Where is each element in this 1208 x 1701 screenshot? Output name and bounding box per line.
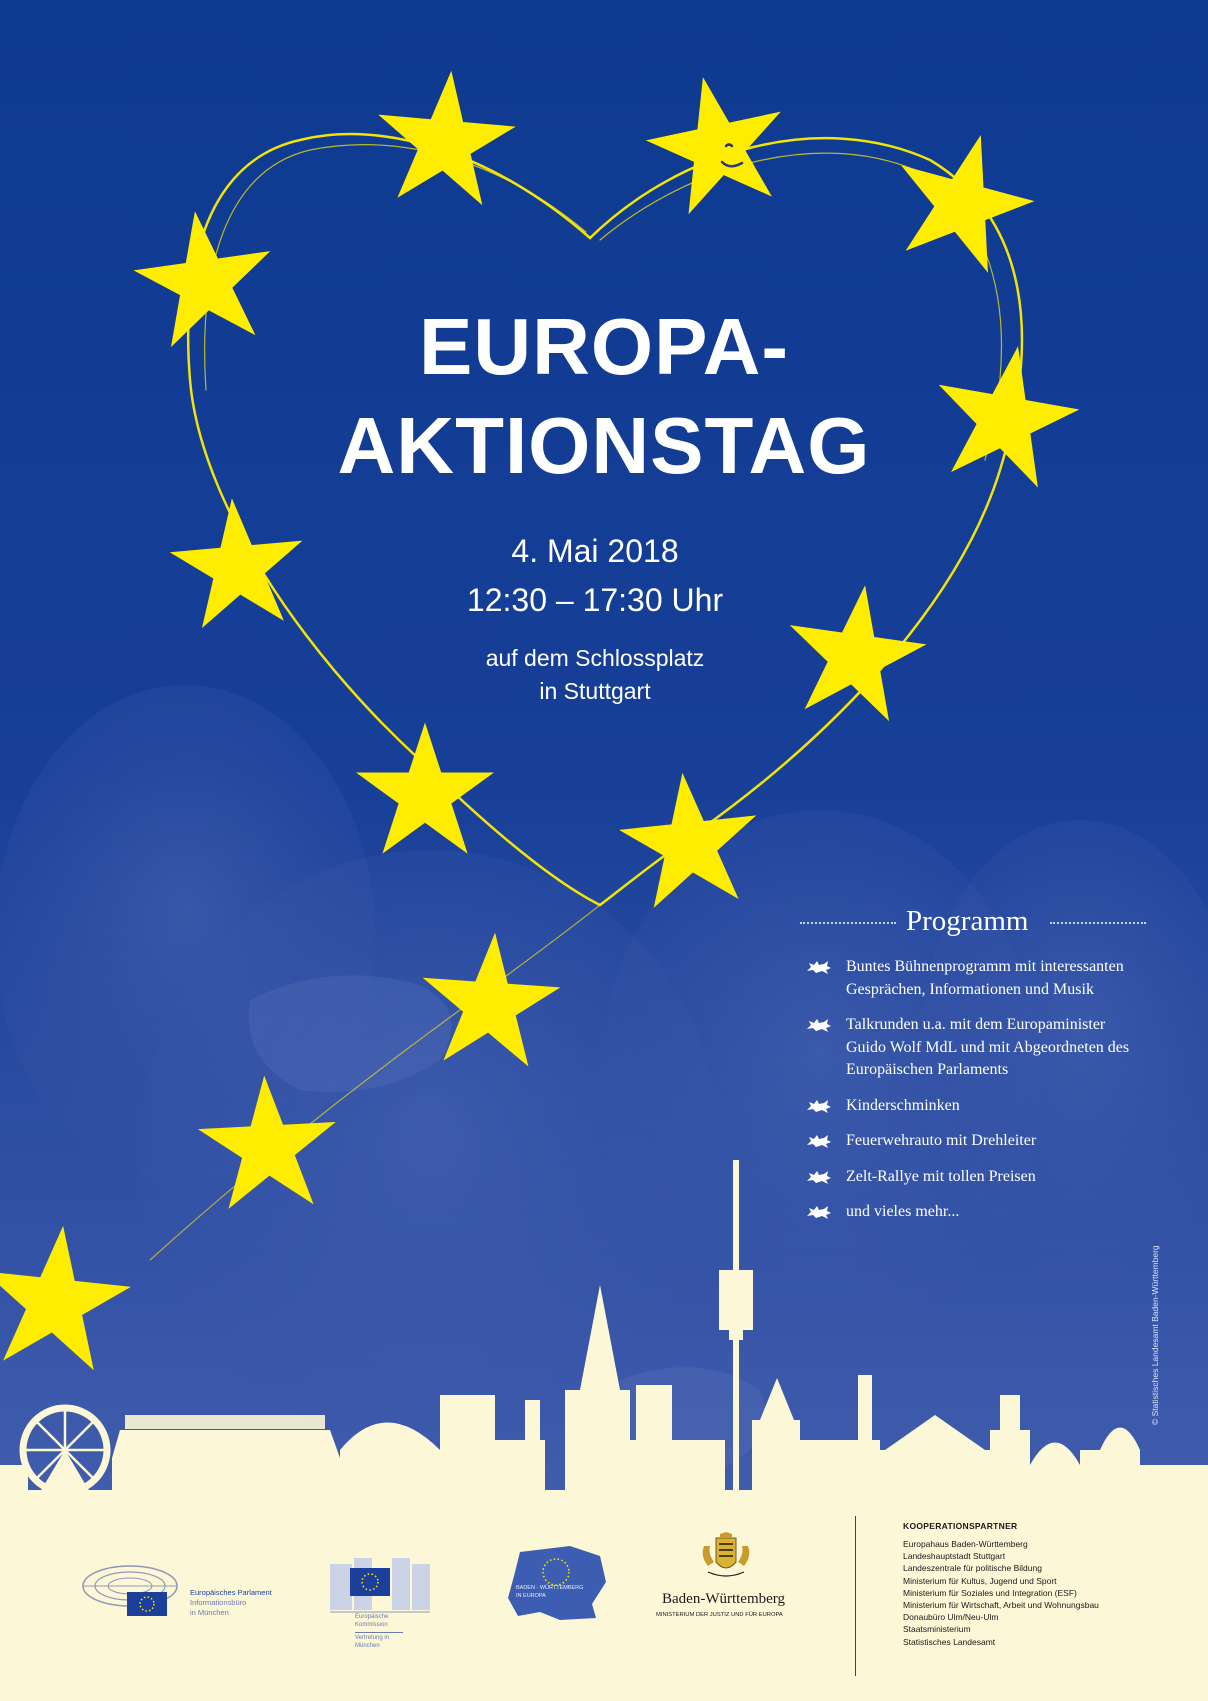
ep-line-1: Europäisches Parlament xyxy=(190,1588,272,1597)
partner-divider xyxy=(855,1516,856,1676)
ec-line-2: Kommission xyxy=(355,1622,388,1628)
title-line-2: AKTIONSTAG xyxy=(337,401,871,490)
programm-item xyxy=(806,1166,1146,1189)
bw-in-europa-logo xyxy=(500,1542,610,1622)
programm-item xyxy=(806,1130,1146,1153)
programm-divider-left xyxy=(800,922,896,924)
partner-item: Ministerium für Wirtschaft, Arbeit und Wohnungsbau xyxy=(903,1600,1099,1611)
title-line-1: EUROPA- xyxy=(419,302,789,391)
event-time: 12:30 – 17:30 Uhr xyxy=(466,582,724,618)
programm-item xyxy=(806,1095,1146,1118)
partner-item: Europahaus Baden-Württemberg xyxy=(903,1539,1028,1549)
lion-icon xyxy=(806,1133,832,1149)
photo-credit: © Statistisches Landesamt Baden-Württemberg xyxy=(1150,1245,1160,1425)
programm-list xyxy=(806,956,1146,1237)
lion-icon xyxy=(806,1169,832,1185)
bwe-line-1: BADEN - WÜRTTEMBERG xyxy=(516,1585,584,1591)
european-parliament-logo xyxy=(80,1562,180,1618)
partner-item: Landeszentrale für politische Bildung xyxy=(903,1563,1042,1574)
programm-heading: Programm xyxy=(906,905,1029,937)
partner-item: Ministerium für Kultus, Jugend und Sport xyxy=(903,1575,1057,1586)
programm-item-text: Buntes Bühnenprogramm mit interessanten Gesprächen, Informationen und Musik xyxy=(846,958,1124,998)
partners-list xyxy=(903,1538,1099,1648)
lion-icon xyxy=(806,959,832,975)
partner-item: Landeshauptstadt Stuttgart xyxy=(903,1551,1006,1562)
programm-item-text: und vieles mehr... xyxy=(846,1203,960,1220)
partners-heading: KOOPERATIONSPARTNER xyxy=(903,1521,1018,1531)
programm-item-text: Zelt-Rallye mit tollen Preisen xyxy=(846,1167,1036,1185)
bwe-line-2: IN EUROPA xyxy=(516,1593,546,1599)
event-location-line-1: auf dem Schlossplatz xyxy=(485,645,705,671)
lion-icon xyxy=(806,1098,832,1114)
european-commission-logo xyxy=(330,1554,430,1614)
programm-item-text: Talkrunden u.a. mit dem Europaminister Guido Wolf MdL und mit Abgeordneten des Europäischen Parlaments xyxy=(846,1016,1130,1078)
partner-item: Statistisches Landesamt xyxy=(903,1636,996,1647)
ec-line-1: Europäische xyxy=(355,1614,389,1620)
partner-item: Donaubüro Ulm/Neu-Ulm xyxy=(903,1612,999,1623)
bw-name: Baden-Württemberg xyxy=(662,1591,786,1607)
programm-item-text: Feuerwehrauto mit Drehleiter xyxy=(846,1132,1037,1149)
bw-coat-of-arms-icon xyxy=(698,1532,754,1584)
ec-line-3: Vertretung in xyxy=(355,1635,390,1641)
partner-item: Ministerium für Soziales und Integration (ESF) xyxy=(903,1587,1077,1598)
ep-line-3: in München xyxy=(190,1608,229,1617)
partner-item: Staatsministerium xyxy=(903,1624,971,1635)
bw-ministry: MINISTERIUM DER JUSTIZ UND FÜR EUROPA xyxy=(656,1612,783,1618)
programm-divider-right xyxy=(1050,922,1146,924)
lion-icon xyxy=(806,1017,832,1033)
ec-line-4: München xyxy=(355,1643,380,1649)
programm-item-text: Kinderschminken xyxy=(846,1096,960,1114)
ep-line-2: Informationsbüro xyxy=(190,1598,247,1607)
lion-icon xyxy=(806,1204,832,1220)
event-date: 4. Mai 2018 xyxy=(511,533,679,569)
event-location-line-2: in Stuttgart xyxy=(539,678,651,704)
ec-divider xyxy=(355,1632,403,1633)
programm-item xyxy=(806,1201,1146,1224)
programm-item xyxy=(806,1014,1146,1082)
programm-item xyxy=(806,956,1146,1001)
